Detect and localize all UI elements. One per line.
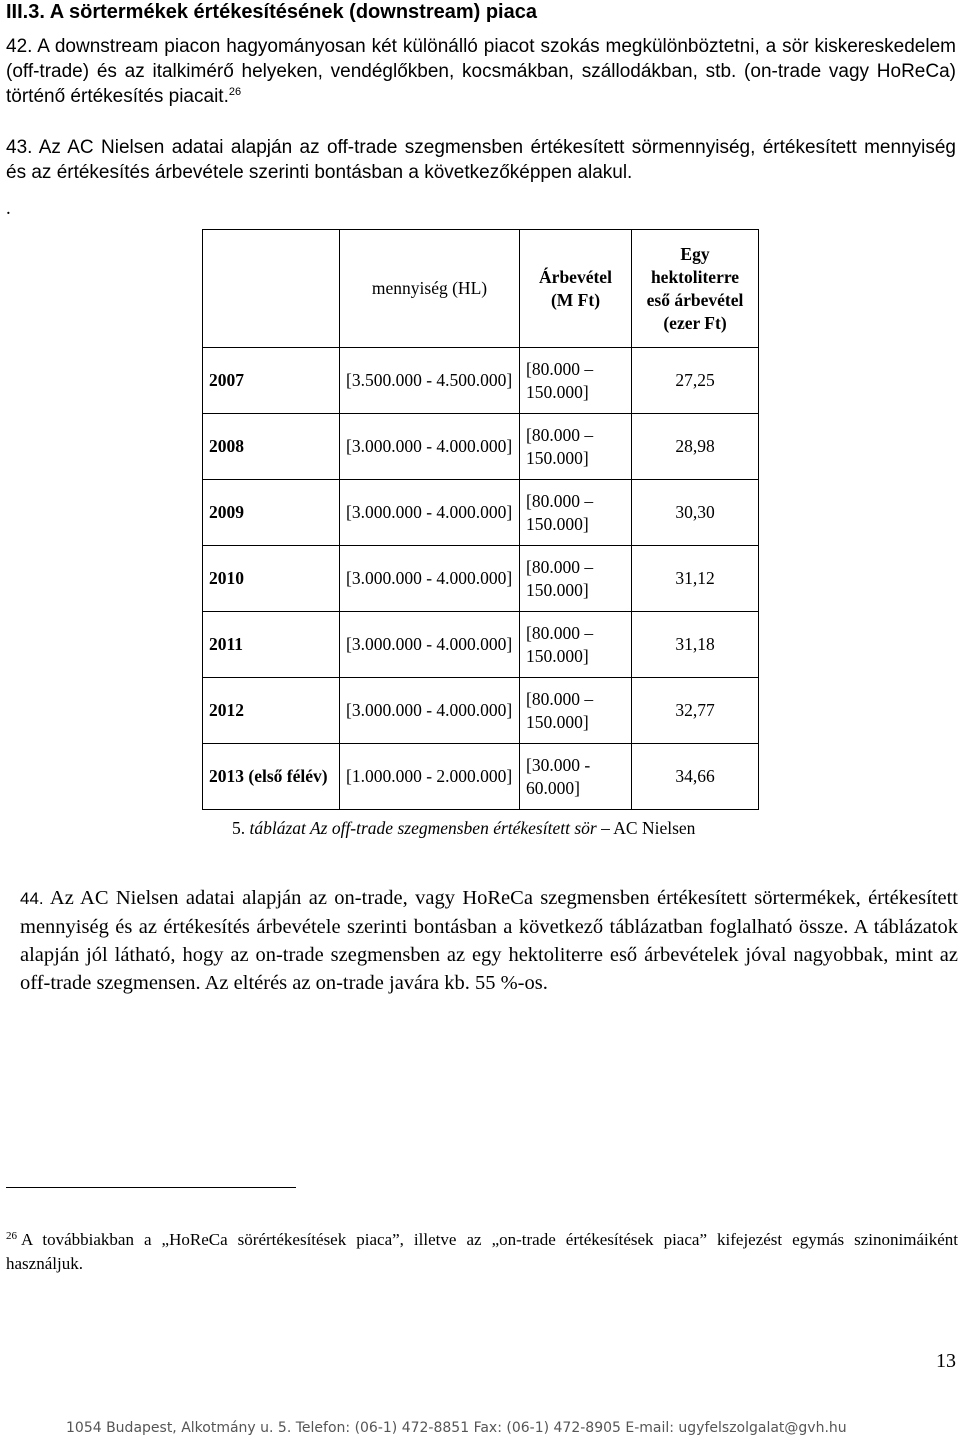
cell-per-hl: 27,25: [632, 348, 759, 414]
paragraph-44: [20, 884, 958, 997]
table-caption: [232, 818, 695, 839]
table-row: [203, 546, 759, 612]
footnote-separator: [6, 1187, 296, 1188]
cell-year: 2007: [203, 348, 340, 414]
cell-quantity: [3.000.000 - 4.000.000]: [340, 612, 520, 678]
cell-year: 2013 (első félév): [203, 744, 340, 810]
table-row: [203, 414, 759, 480]
header-year: [203, 230, 340, 348]
cell-revenue: [80.000 – 150.000]: [520, 348, 632, 414]
cell-year: 2008: [203, 414, 340, 480]
caption-title: táblázat Az off-trade szegmensben értékesített sör –: [249, 818, 610, 838]
cell-quantity: [3.000.000 - 4.000.000]: [340, 678, 520, 744]
table-row: [203, 348, 759, 414]
cell-revenue: [80.000 – 150.000]: [520, 678, 632, 744]
paragraph-42: [6, 34, 956, 109]
cell-year: 2010: [203, 546, 340, 612]
header-per-hl: Egy hektoliterre eső árbevétel (ezer Ft): [632, 230, 759, 348]
footnote-text: A továbbiakban a „HoReCa sörértékesítések piaca”, illetve az „on-trade értékesítések piaca” kifejezést egymás szinonimáiként használjuk.: [6, 1230, 958, 1273]
header-revenue: Árbevétel (M Ft): [520, 230, 632, 348]
table-row: [203, 678, 759, 744]
stray-dot: .: [6, 198, 11, 219]
table-row: [203, 612, 759, 678]
caption-number: 5.: [232, 818, 246, 838]
cell-revenue: [80.000 – 150.000]: [520, 612, 632, 678]
header-quantity: mennyiség (HL): [340, 230, 520, 348]
cell-quantity: [1.000.000 - 2.000.000]: [340, 744, 520, 810]
cell-per-hl: 30,30: [632, 480, 759, 546]
cell-year: 2012: [203, 678, 340, 744]
table-header-row: [203, 230, 759, 348]
cell-revenue: [80.000 – 150.000]: [520, 546, 632, 612]
page-number: 13: [936, 1350, 956, 1372]
cell-per-hl: 28,98: [632, 414, 759, 480]
cell-quantity: [3.000.000 - 4.000.000]: [340, 546, 520, 612]
cell-quantity: [3.000.000 - 4.000.000]: [340, 414, 520, 480]
section-heading: III.3. A sörtermékek értékesítésének (downstream) piaca: [6, 1, 537, 23]
cell-quantity: [3.000.000 - 4.000.000]: [340, 480, 520, 546]
cell-revenue: [30.000 - 60.000]: [520, 744, 632, 810]
footer-contact: 1054 Budapest, Alkotmány u. 5. Telefon: (06-1) 472-8851 Fax: (06-1) 472-8905 E-mail: ugyfelszolgalat@gvh.hu: [66, 1420, 847, 1436]
paragraph-43: 43. Az AC Nielsen adatai alapján az off-trade szegmensben értékesített sörmennyiség, értékesített mennyiség és az értékesítés árbevétele szerinti bontásban a következőképpen alakul.: [6, 137, 956, 183]
off-trade-sales-table: [202, 229, 759, 810]
paragraph-44-text: Az AC Nielsen adatai alapján az on-trade, vagy HoReCa szegmensben értékesített sörtermékek, értékesített mennyiség és az értékesítés árbevétele szerinti bontásban a következő táblázatban foglalható össze. A táblázatok alapján jól látható, hogy az on-trade szegmensben az egy hektoliterre eső árbevételek jóval nagyobbak, mint az off-trade szegmensen. Az eltérés az on-trade javára kb. 55 %-os.: [20, 887, 958, 994]
footnote-ref-26[interactable]: 26: [228, 86, 242, 98]
caption-source: AC Nielsen: [613, 818, 696, 838]
cell-per-hl: 31,12: [632, 546, 759, 612]
cell-per-hl: 32,77: [632, 678, 759, 744]
cell-year: 2009: [203, 480, 340, 546]
cell-quantity: [3.500.000 - 4.500.000]: [340, 348, 520, 414]
paragraph-42-text: 42. A downstream piacon hagyományosan két különálló piacot szokás megkülönböztetni, a sör kiskereskedelem (off-trade) és az italkimérő helyeken, vendéglőkben, kocsmákban, szállodákban, stb. (on-trade vagy HoReCa) történő értékesítés piacait.: [6, 36, 956, 107]
footnote-26: [6, 1228, 958, 1276]
cell-year: 2011: [203, 612, 340, 678]
cell-revenue: [80.000 – 150.000]: [520, 480, 632, 546]
footnote-mark: 26: [6, 1230, 17, 1242]
table-row: [203, 744, 759, 810]
cell-per-hl: 31,18: [632, 612, 759, 678]
table-row: [203, 480, 759, 546]
cell-per-hl: 34,66: [632, 744, 759, 810]
paragraph-44-number: 44.: [20, 889, 44, 908]
cell-revenue: [80.000 – 150.000]: [520, 414, 632, 480]
